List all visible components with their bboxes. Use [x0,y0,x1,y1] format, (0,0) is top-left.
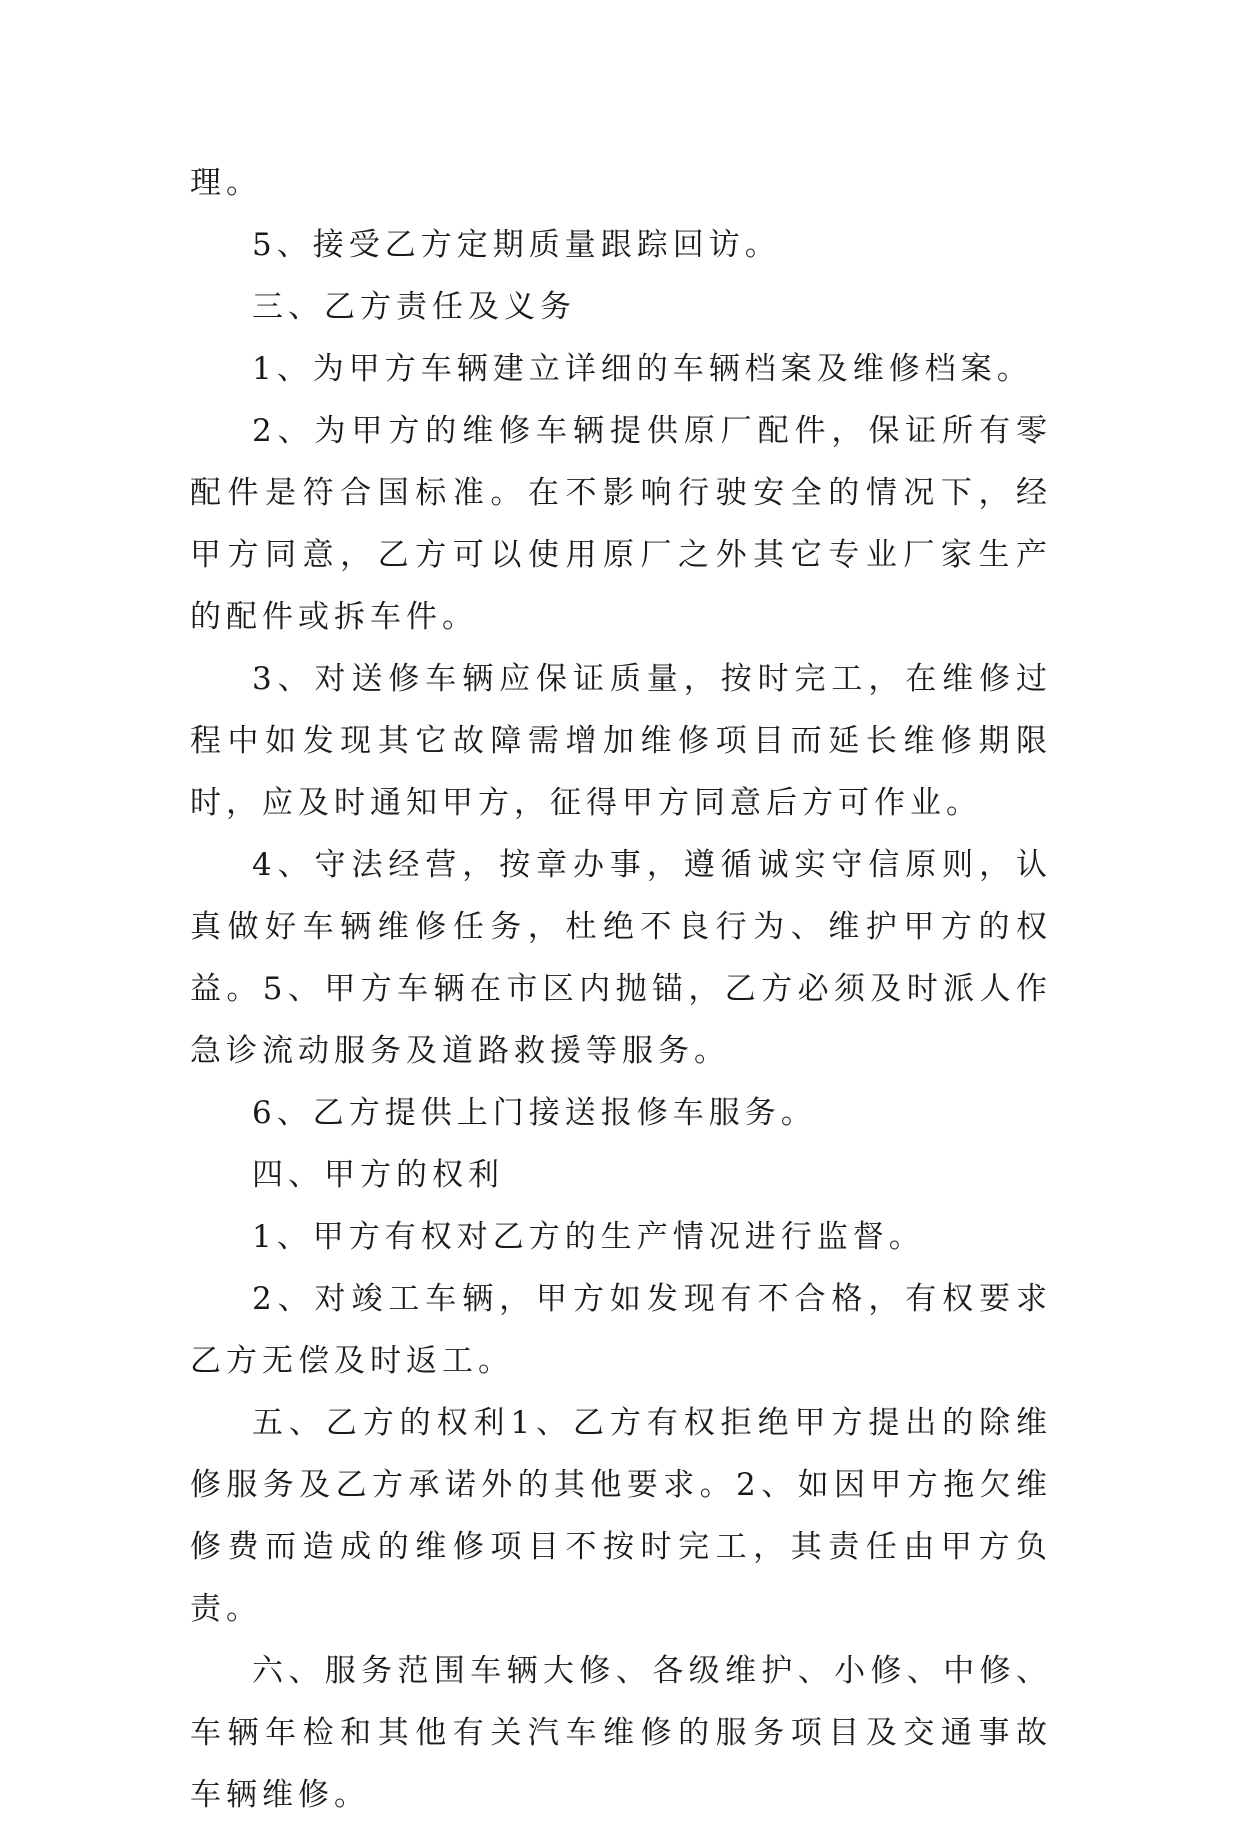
paragraph-item-3-quality: 3、对送修车辆应保证质量，按时完工，在维修过程中如发现其它故障需增加维修项目而延长维修期限时，应及时通知甲方，征得甲方同意后方可作业。 [190,661,1052,821]
paragraph-item-6-pickup: 6、乙方提供上门接送报修车服务。 [252,1095,817,1131]
section-party-b-rights: 五、乙方的权利1、乙方有权拒绝甲方提出的除维修服务及乙方承诺外的其他要求。2、如因甲方拖欠维修费而造成的维修项目不按时完工，其责任由甲方负责。 [190,1405,1052,1627]
section-service-scope: 六、服务范围车辆大修、各级维护、小修、中修、车辆年检和其他有关汽车维修的服务项目及交通事故车辆维修。 [190,1653,1052,1813]
paragraph-item-5-tracking: 5、接受乙方定期质量跟踪回访。 [252,227,781,263]
paragraph-continuation: 理。 [190,165,262,201]
paragraph-item-1-supervision: 1、甲方有权对乙方的生产情况进行监督。 [252,1219,925,1255]
paragraph-item-2-rework: 2、对竣工车辆，甲方如发现有不合格，有权要求乙方无偿及时返工。 [190,1281,1052,1379]
paragraph-item-4-lawful: 4、守法经营，按章办事，遵循诚实守信原则，认真做好车辆维修任务，杜绝不良行为、维护甲方的权益。5、甲方车辆在市区内抛锚，乙方必须及时派人作急诊流动服务及道路救援等服务。 [190,847,1052,1069]
section-heading-party-b-duties: 三、乙方责任及义务 [252,289,576,325]
paragraph-item-2-parts: 2、为甲方的维修车辆提供原厂配件，保证所有零配件是符合国标准。在不影响行驶安全的情况下，经甲方同意，乙方可以使用原厂之外其它专业厂家生产的配件或拆车件。 [190,413,1052,635]
document-body [190,152,1052,1826]
section-heading-party-a-rights: 四、甲方的权利 [252,1157,504,1193]
paragraph-item-1-records: 1、为甲方车辆建立详细的车辆档案及维修档案。 [252,351,1033,387]
